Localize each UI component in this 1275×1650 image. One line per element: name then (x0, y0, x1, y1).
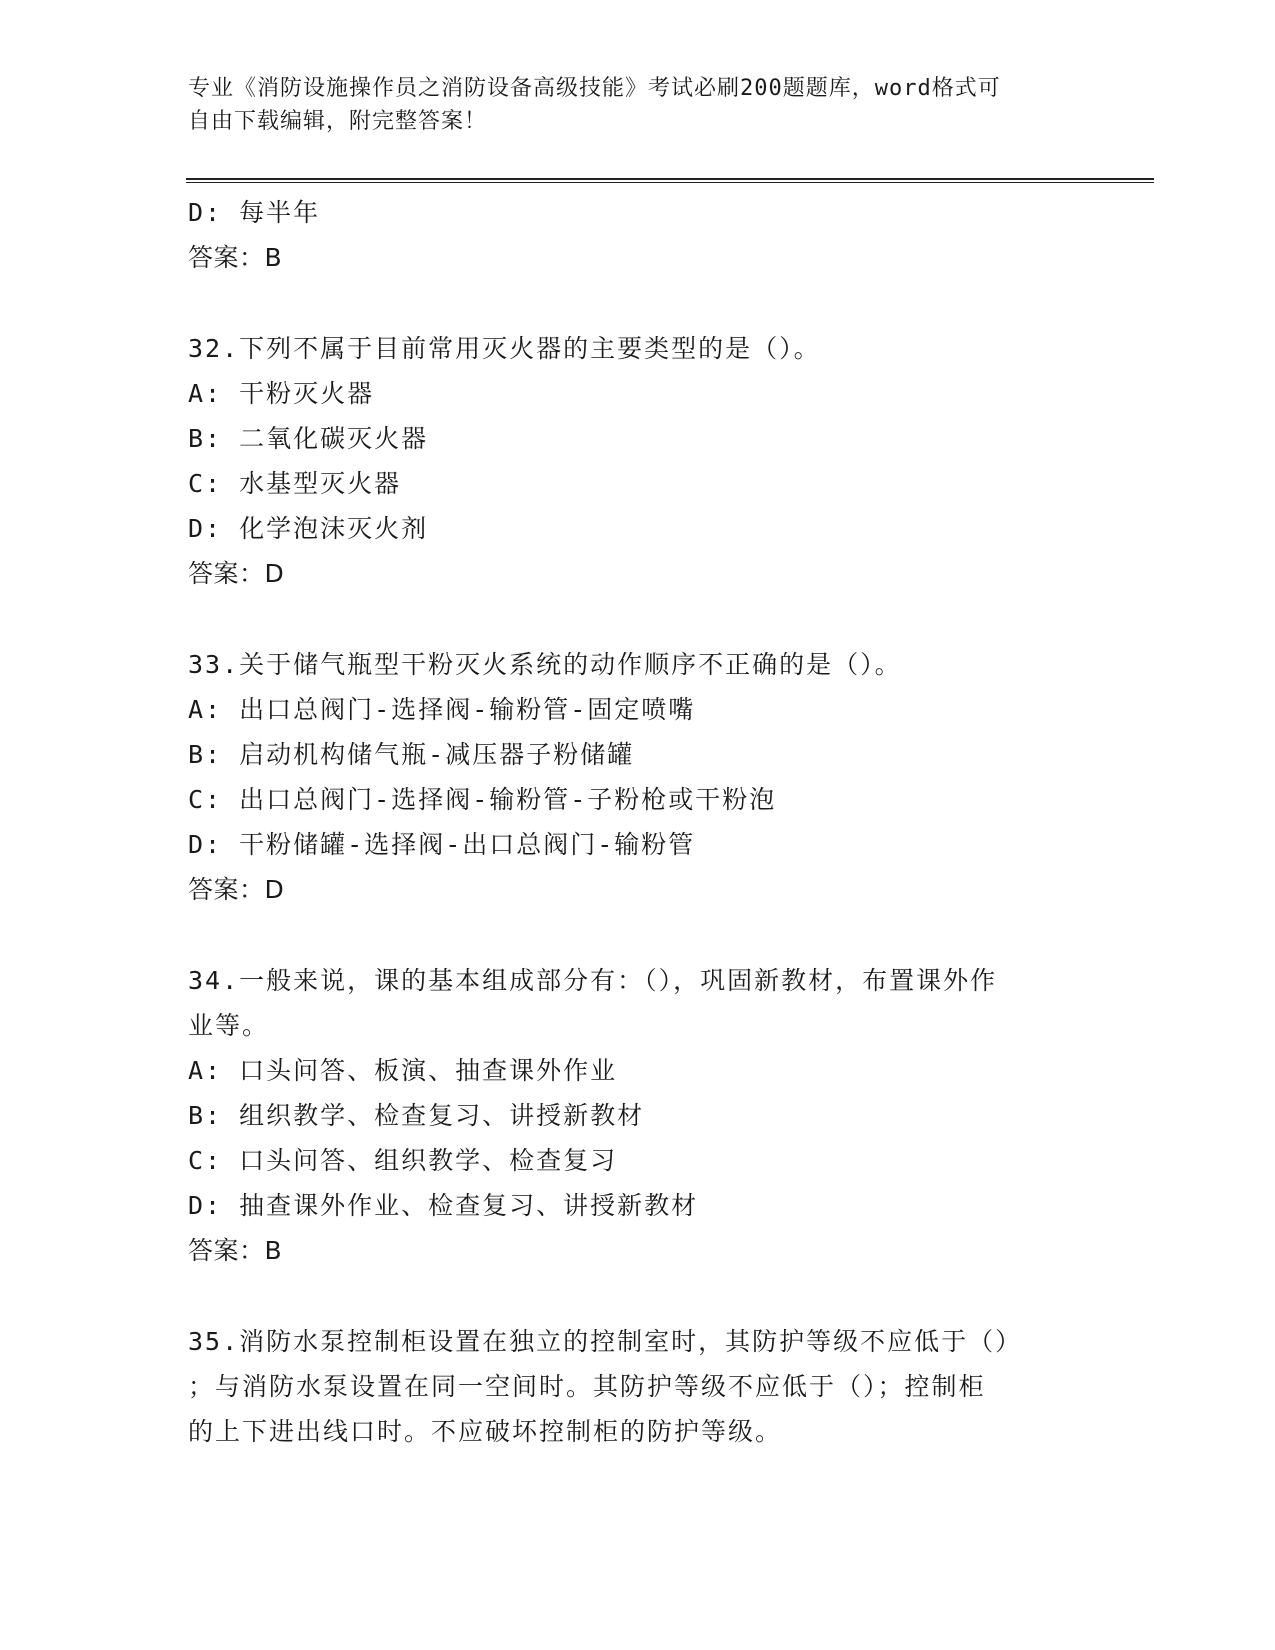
spacer (188, 596, 1088, 642)
question-32 (188, 326, 1088, 596)
option-a: A: 口头问答、板演、抽查课外作业 (188, 1056, 618, 1085)
option-b: B: 组织教学、检查复习、讲授新教材 (188, 1101, 645, 1130)
option-d: D: 化学泡沫灭火剂 (188, 514, 429, 543)
answer: 答案：D (188, 559, 285, 588)
question-stem-line-3: 的上下进出线口时。不应破坏控制柜的防护等级。 (188, 1417, 783, 1446)
header-divider-thin (186, 182, 1154, 183)
option-d: D: 干粉储罐-选择阀-出口总阀门-输粉管 (188, 830, 696, 859)
document-header (188, 72, 1068, 138)
spacer (188, 280, 1088, 326)
spacer (188, 912, 1088, 958)
option-d: D: 抽查课外作业、检查复习、讲授新教材 (188, 1191, 699, 1220)
option-c: C: 水基型灭火器 (188, 469, 402, 498)
option-a: A: 干粉灭火器 (188, 379, 375, 408)
question-35 (188, 1319, 1088, 1454)
question-stem-line-2: ；与消防水泵设置在同一空间时。其防护等级不应低于（）；控制柜 (188, 1372, 986, 1401)
question-33 (188, 642, 1088, 912)
prev-answer: 答案：B (188, 243, 283, 272)
question-list (188, 190, 1088, 1454)
option-c: C: 口头问答、组织教学、检查复习 (188, 1146, 618, 1175)
option-b: B: 二氧化碳灭火器 (188, 424, 429, 453)
spacer (188, 1273, 1088, 1319)
answer: 答案：D (188, 875, 285, 904)
header-line-1: 专业《消防设施操作员之消防设备高级技能》考试必刷200题题库，word格式可 (188, 76, 1001, 101)
option-b: B: 启动机构储气瓶-减压器子粉储罐 (188, 740, 635, 769)
header-line-2: 自由下载编辑，附完整答案！ (188, 109, 488, 134)
question-stem-line-1: 35.消防水泵控制柜设置在独立的控制室时，其防护等级不应低于（） (188, 1327, 1023, 1356)
question-stem: 32.下列不属于目前常用灭火器的主要类型的是（）。 (188, 334, 821, 363)
option-c: C: 出口总阀门-选择阀-输粉管-子粉枪或干粉泡 (188, 785, 777, 814)
question-stem-line-2: 业等。 (188, 1011, 270, 1040)
question-34 (188, 958, 1088, 1273)
question-stem: 33.关于储气瓶型干粉灭火系统的动作顺序不正确的是（）。 (188, 650, 902, 679)
answer: 答案：B (188, 1236, 283, 1265)
question-stem-line-1: 34.一般来说，课的基本组成部分有：（），巩固新教材，布置课外作 (188, 966, 998, 995)
header-divider-thick (186, 178, 1154, 180)
prev-option-d: D: 每半年 (188, 198, 321, 227)
option-a: A: 出口总阀门-选择阀-输粉管-固定喷嘴 (188, 695, 696, 724)
